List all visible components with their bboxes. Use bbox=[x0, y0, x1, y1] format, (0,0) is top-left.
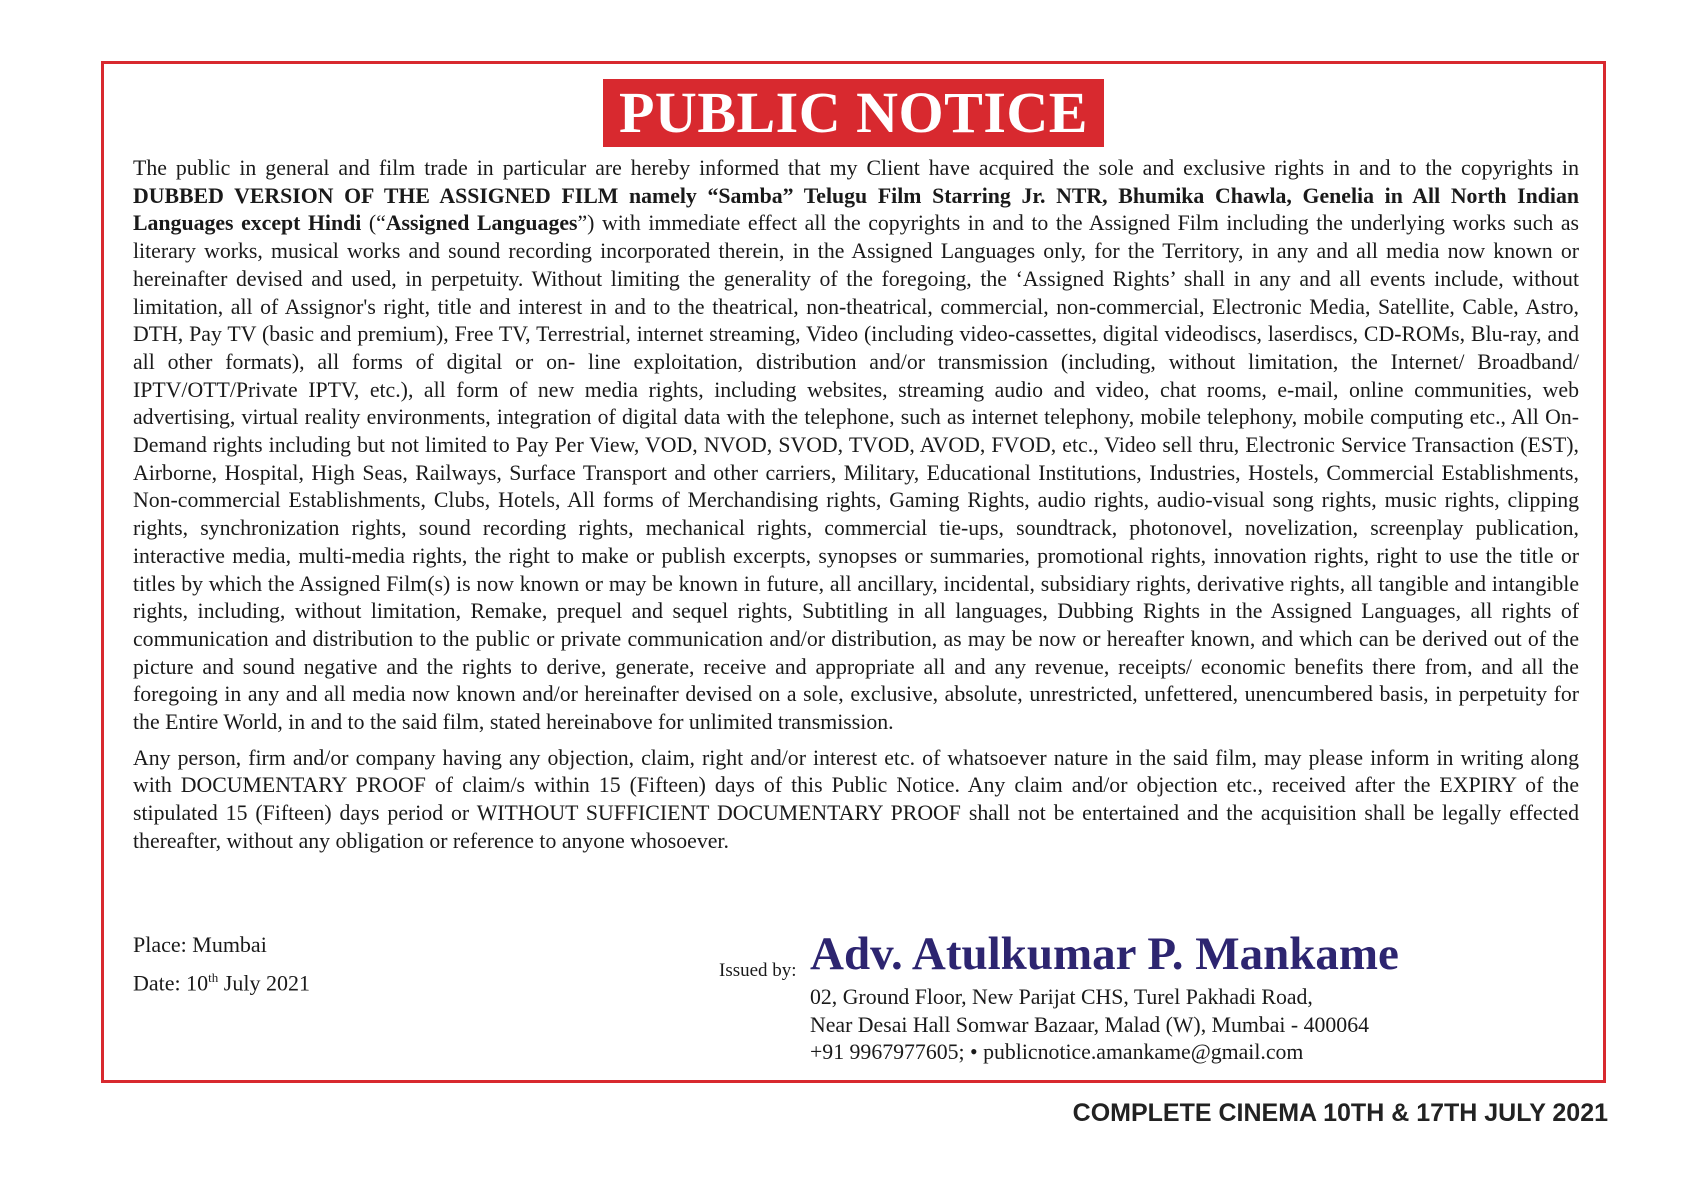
address-line-2: Near Desai Hall Somwar Bazaar, Malad (W), Mumbai - 400064 bbox=[810, 1012, 1370, 1037]
issued-by-label: Issued by: bbox=[719, 960, 797, 981]
address-line-1: 02, Ground Floor, New Parijat CHS, Turel Pakhadi Road, bbox=[810, 985, 1313, 1009]
contact-line: +91 9967977605; • publicnotice.amankame@gmail.com bbox=[810, 1040, 1304, 1065]
notice-title: PUBLIC NOTICE bbox=[603, 79, 1104, 147]
date-sup: th bbox=[208, 970, 219, 985]
date-prefix: Date: 10 bbox=[133, 970, 209, 996]
issuer-name: Adv. Atulkumar P. Mankame bbox=[810, 928, 1399, 980]
film-title: DUBBED VERSION OF THE ASSIGNED FILM namely “Samba” Telugu Film Starring Jr. NTR, Bhumika Chawla, Genelia in All North Indian Languages except Hindi bbox=[133, 183, 1579, 236]
place-date bbox=[133, 928, 310, 999]
place: Place: Mumbai bbox=[133, 932, 267, 957]
notice-body bbox=[133, 155, 1579, 856]
rights-text: ”) with immediate effect all the copyrights in and to the Assigned Film including the underlying works such as literary works, musical works and sound recording incorporated therein, in the Assigned Languages only, for the Territory, in any and all media now known or hereinafter devised and used, in perpetuity. Without limiting the generality of the foregoing, the ‘Assigned Rights’ shall in any and all events include, without limitation, all of Assignor's right, title and interest in and to the theatrical, non-theatrical, commercial, non-commercial, Electronic Media, Satellite, Cable, Astro, DTH, Pay TV (basic and premium), Free TV, Terrestrial, internet streaming, Video (including video-cassettes, digital videodiscs, laserdiscs, CD-ROMs, Blu-ray, and all other formats), all forms of digital or on- line exploitation, distribution and/or transmission (including, without limitation, the Internet/ Broadband/ IPTV/OTT/Private IPTV, etc.), all form of new media rights, including websites, streaming audio and video, chat rooms, e-mail, online communities, web advertising, virtual reality environments, integration of digital data with the telephone, such as internet telephony, mobile telephony, mobile computing etc., All On-Demand rights including but not limited to Pay Per View, VOD, NVOD, SVOD, TVOD, AVOD, FVOD, etc., Video sell thru, Electronic Service Transaction (EST), Airborne, Hospital, High Seas, Railways, Surface Transport and other carriers, Military, Educational Institutions, Industries, Hostels, Commercial Establishments, Non-commercial Establishments, Clubs, Hotels, All forms of Merchandising rights, Gaming Rights, audio rights, audio-visual song rights, music rights, clipping rights, synchronization rights, sound recording rights, mechanical rights, commercial tie-ups, soundtrack, photonovel, novelization, screenplay publication, interactive media, multi-media rights, the right to make or publish excerpts, synopses or summaries, promotional rights, innovation rights, right to use the title or titles by which the Assigned Film(s) is now known or may be known in future, all ancillary, incidental, subsidiary rights, derivative rights, all tangible and intangible rights, including, without limitation, Remake, prequel and sequel rights, Subtitling in all languages, Dubbing Rights in the Assigned Languages, all rights of communication and distribution to the public or private communication and/or distribution, as may be now or hereafter known, and which can be derived out of the picture and sound negative and the rights to derive, generate, receive and appropriate all and any revenue, receipts/ economic benefits there from, and all the foregoing in any and all media now known and/or hereinafter devised on a sole, exclusive, absolute, unrestricted, unfettered, unencumbered basis, in perpetuity for the Entire World, in and to the said film, stated hereinabove for unlimited transmission. bbox=[133, 211, 1579, 735]
notice-border bbox=[101, 61, 1606, 1083]
intro-text: The public in general and film trade in particular are hereby informed that my Client have acquired the sole and exclusive rights in and to the copyrights in bbox=[133, 156, 1579, 180]
objection-paragraph: Any person, firm and/or company having any objection, claim, right and/or interest etc. of whatsoever nature in the said film, may please inform in writing along with DOCUMENTARY PROOF of claim/s within 15 (Fifteen) days of this Public Notice. Any claim and/or objection etc., received after the EXPIRY of the stipulated 15 (Fifteen) days period or WITHOUT SUFFICIENT DOCUMENTARY PROOF shall not be entertained and the acquisition shall be legally effected thereafter, without any obligation or reference to anyone whosoever. bbox=[133, 745, 1579, 853]
date-suffix: July 2021 bbox=[218, 970, 310, 996]
date bbox=[133, 961, 310, 999]
publication-footer: COMPLETE CINEMA 10TH & 17TH JULY 2021 bbox=[1072, 1099, 1608, 1127]
quote-open: (“ bbox=[361, 211, 386, 236]
rights-paragraph bbox=[133, 155, 1579, 737]
assigned-languages: Assigned Languages bbox=[385, 211, 578, 236]
issuer-address bbox=[810, 984, 1369, 1067]
title-wrap bbox=[104, 79, 1603, 147]
